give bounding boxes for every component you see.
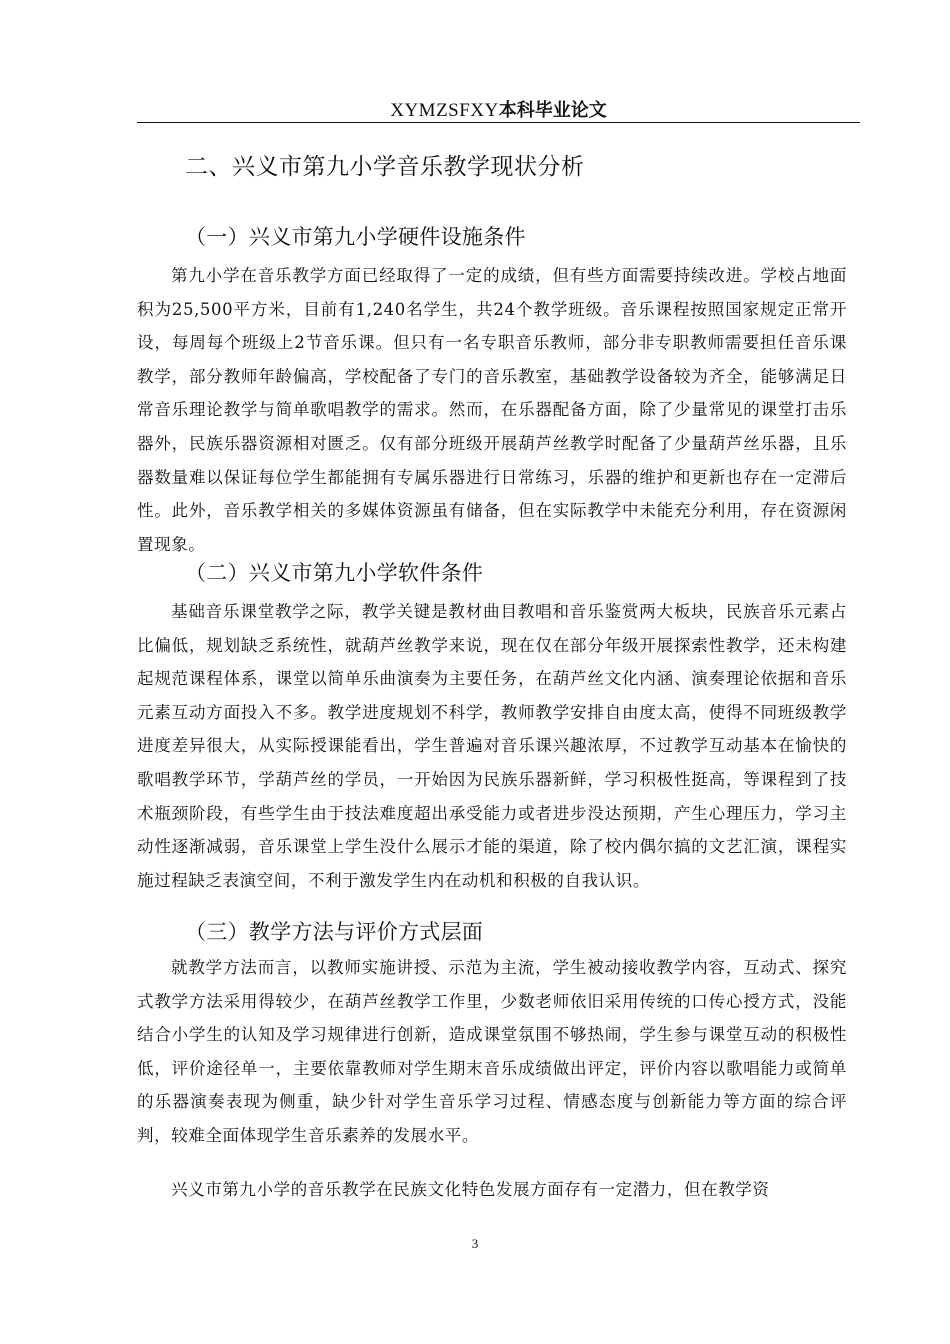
section-paragraph-methods: 就教学方法而言，以教师实施讲授、示范为主流，学生被动接收教学内容，互动式、探究式教学方法采用得较少，在葫芦丝教学工作里，少数老师依旧采用传统的口传心授方式，没能结合小学生的认知及学习规律进行创新，造成课堂氛围不够热闹，学生参与课堂互动的积极性低，评价途径单一，主要依靠教师对学生期末音乐成绩做出评定，评价内容以歌唱能力或简单的乐器演奏表现为侧重，缺少针对学生音乐学习过程、情感态度与创新能力等方面的综合评判，较难全面体现学生音乐素养的发展水平。: [137, 958, 847, 1145]
section-paragraph-hardware: 第九小学在音乐教学方面已经取得了一定的成绩，但有些方面需要持续改进。学校占地面积为25,500平方米，目前有1,240名学生，共24个教学班级。音乐课程按照国家规定正常开设，每周每个班级上2节音乐课。但只有一名专职音乐教师，部分非专职教师需要担任音乐课教学，部分教师年龄偏高，学校配备了专门的音乐教室，基础教学设备较为齐全，能够满足日常音乐理论教学与简单歌唱教学的需求。然而，在乐器配备方面，除了少量常见的课堂打击乐器外，民族乐器资源相对匮乏。仅有部分班级开展葫芦丝教学时配备了少量葫芦丝乐器，且乐器数量难以保证每位学生都能拥有专属乐器进行日常练习，乐器的维护和更新也存在一定滞后性。此外，音乐教学相关的多媒体资源虽有储备，但在实际教学中未能充分利用，存在资源闲置现象。: [137, 266, 847, 554]
section-heading-software: （二）兴义市第九小学软件条件: [185, 561, 484, 585]
section-paragraph-software: 基础音乐课堂教学之际，教学关键是教材曲目教唱和音乐鉴赏两大板块，民族音乐元素占比偏低，规划缺乏系统性，就葫芦丝教学来说，现在仅在部分年级开展探索性教学，还未构建起规范课程体系，课堂以简单乐曲演奏为主要任务，在葫芦丝文化内涵、演奏理论依据和音乐元素互动方面投入不多。教学进度规划不科学，教师教学安排自由度太高，使得不同班级教学进度差异很大，从实际授课能看出，学生普遍对音乐课兴趣浓厚，不过教学互动基本在愉快的歌唱教学环节，学葫芦丝的学员，一开始因为民族乐器新鲜，学习积极性挺高，等课程到了技术瓶颈阶段，有些学生由于技法难度超出承受能力或者进步没达预期，产生心理压力，学习主动性逐渐减弱，音乐课堂上学生没什么展示才能的渠道，除了校内偶尔搞的文艺汇演，课程实施过程缺乏表演空间，不利于激发学生内在动机和积极的自我认识。: [137, 602, 847, 890]
header-thesis-label: 本科毕业论文: [498, 100, 607, 121]
page-number: 3: [471, 1236, 479, 1251]
chapter-title: 二、兴义市第九小学音乐教学现状分析: [185, 154, 585, 180]
section-heading-methods: （三）教学方法与评价方式层面: [185, 920, 484, 944]
running-header: [137, 96, 860, 123]
closing-paragraph: 兴义市第九小学的音乐教学在民族文化特色发展方面存有一定潜力，但在教学资: [171, 1180, 770, 1199]
header-school-code: XYMZSFXY: [390, 100, 499, 121]
section-heading-hardware: （一）兴义市第九小学硬件设施条件: [185, 225, 526, 249]
